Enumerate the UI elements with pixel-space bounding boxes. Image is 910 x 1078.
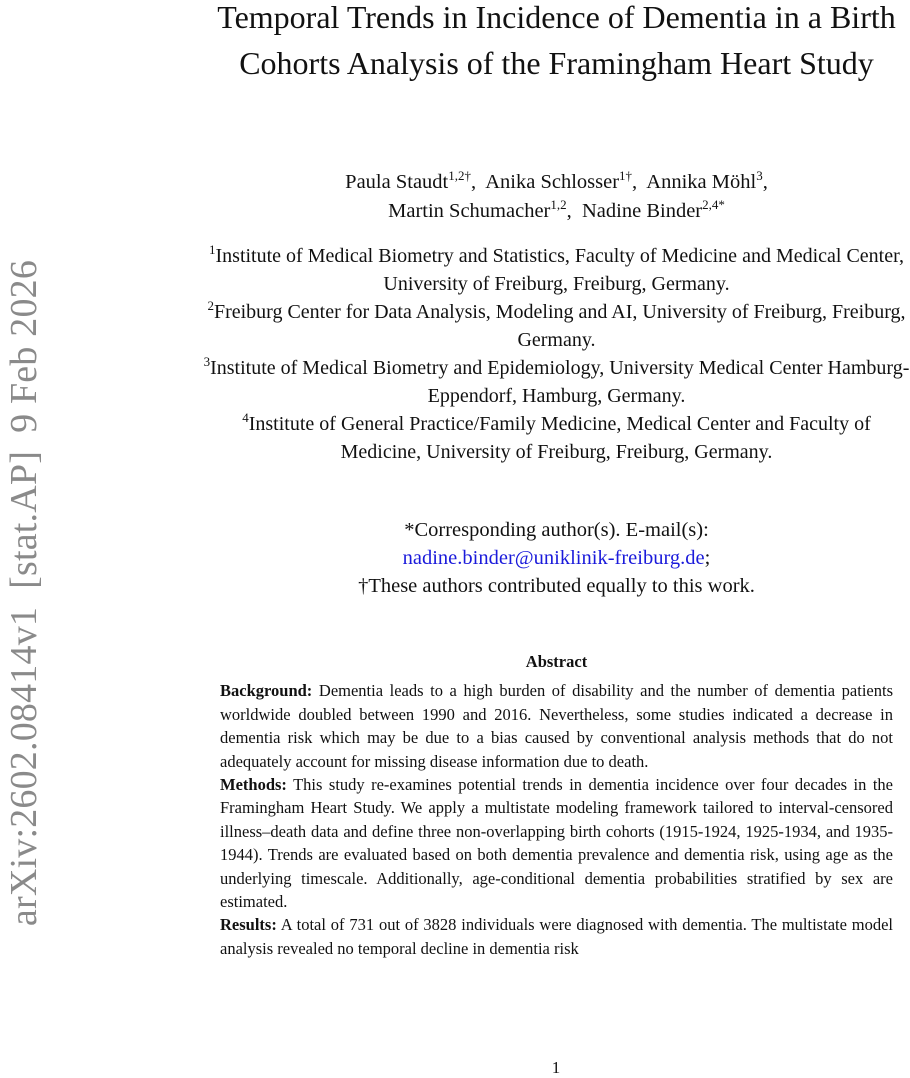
author-affiliation-marker: 3 bbox=[756, 168, 763, 183]
abstract-background bbox=[220, 679, 893, 773]
author-separator: , bbox=[470, 171, 477, 193]
arxiv-date: 9 Feb 2026 bbox=[3, 259, 45, 433]
affiliation-text: Institute of Medical Biometry and Epidemiology, University Medical Center Hamburg-Eppendorf, Hamburg, Germany. bbox=[210, 357, 910, 407]
affiliation bbox=[200, 410, 910, 466]
author bbox=[646, 168, 768, 193]
author-affiliation-marker: 1† bbox=[619, 168, 633, 183]
corresponding-email-link[interactable]: nadine.binder@uniklinik-freiburg.de bbox=[402, 547, 705, 569]
background-label: Background: bbox=[220, 681, 313, 701]
affiliation-text: Institute of Medical Biometry and Statistics, Faculty of Medicine and Medical Center, University of Freiburg, Freiburg, Germany. bbox=[215, 245, 904, 295]
page-number: 1 bbox=[551, 1058, 561, 1077]
author bbox=[485, 168, 638, 193]
results-label: Results: bbox=[220, 915, 277, 935]
arxiv-id: arXiv:2602.08414v1 bbox=[3, 606, 45, 927]
arxiv-category: [stat.AP] bbox=[3, 450, 45, 589]
abstract-results bbox=[220, 913, 893, 960]
affiliation-number: 1 bbox=[209, 242, 216, 257]
background-text: Dementia leads to a high burden of disability and the number of dementia patients worldwide doubled between 1990 and 2016. Nevertheless, some studies indicated a decrease in dementia risk which may be due to a bias caused by conventional analysis methods that do not adequately account for missing disease information due to death. bbox=[220, 681, 894, 771]
author-name: Annika Möhl bbox=[646, 171, 757, 193]
author-name: Martin Schumacher bbox=[388, 200, 551, 222]
arxiv-side-stamp bbox=[2, 260, 46, 926]
abstract-heading: Abstract bbox=[525, 652, 588, 671]
correspondence-block bbox=[200, 516, 910, 600]
author-name: Anika Schlosser bbox=[485, 171, 620, 193]
author-separator: , bbox=[632, 171, 638, 193]
author-affiliation-marker: 1,2 bbox=[550, 197, 567, 212]
affiliation bbox=[200, 298, 910, 354]
corresponding-author-label: *Corresponding author(s). E-mail(s): bbox=[404, 519, 709, 541]
author-affiliation-marker: 1,2† bbox=[448, 168, 471, 183]
author bbox=[582, 197, 725, 222]
affiliation-list bbox=[200, 242, 910, 466]
affiliation bbox=[200, 242, 910, 298]
affiliation-number: 2 bbox=[207, 298, 214, 313]
abstract-methods bbox=[220, 773, 893, 913]
author-name: Nadine Binder bbox=[582, 200, 703, 222]
affiliation-number: 3 bbox=[203, 354, 211, 369]
email-suffix: ; bbox=[704, 547, 711, 569]
paper-title: Temporal Trends in Incidence of Dementia in a Birth Cohorts Analysis of the Framingham Heart Study bbox=[217, 0, 896, 81]
author-separator: , bbox=[762, 171, 768, 193]
methods-label: Methods: bbox=[220, 775, 287, 795]
methods-text: This study re-examines potential trends in dementia incidence over four decades in the Framingham Heart Study. We apply a multistate modeling framework tailored to interval-censored illness–death data and define three non-overlapping birth cohorts (1915-1924, 1925-1934, and 1935-1944). Trends are evaluated based on both dementia prevalence and dementia risk, using age as the underlying timescale. Additionally, age-conditional dementia probabilities stratified by sex are estimated. bbox=[220, 775, 893, 912]
author bbox=[345, 168, 477, 193]
author-affiliation-marker: 2,4* bbox=[702, 197, 725, 212]
author-separator: , bbox=[566, 200, 572, 222]
author-name: Paula Staudt bbox=[345, 171, 449, 193]
affiliation-text: Institute of General Practice/Family Medicine, Medical Center and Faculty of Medicine, University of Freiburg, Freiburg, Germany. bbox=[248, 413, 871, 463]
equal-contribution-note: †These authors contributed equally to this work. bbox=[358, 575, 755, 597]
affiliation bbox=[200, 354, 910, 410]
email-line bbox=[200, 544, 910, 572]
affiliation-text: Freiburg Center for Data Analysis, Modeling and AI, University of Freiburg, Freiburg, Germany. bbox=[213, 301, 906, 351]
affiliation-number: 4 bbox=[242, 410, 249, 425]
author bbox=[388, 197, 572, 222]
results-text: A total of 731 out of 3828 individuals were diagnosed with dementia. The multistate model analysis revealed no temporal decline in dementia risk bbox=[220, 915, 893, 958]
author-list bbox=[200, 168, 910, 226]
abstract bbox=[220, 650, 893, 960]
